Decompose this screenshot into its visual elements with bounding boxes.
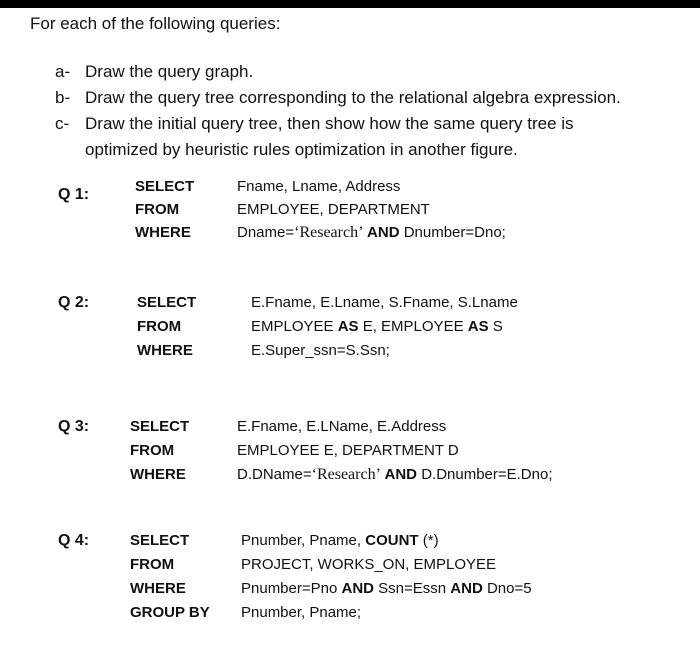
q4-groupby-clause: Pnumber, Pname; (241, 604, 362, 621)
q4-where-keyword: WHERE (130, 580, 186, 597)
q4-label: Q 4: (58, 532, 90, 549)
q3-where-keyword: WHERE (130, 466, 186, 483)
q2-label: Q 2: (58, 294, 90, 311)
q1-from-keyword: FROM (135, 201, 180, 218)
q3-where-clause: D.DName=‘Research’ AND D.Dnumber=E.Dno; (237, 466, 553, 483)
q4-select-keyword: SELECT (130, 532, 190, 549)
q3-from-keyword: FROM (130, 442, 175, 459)
task-c-continuation: optimized by heuristic rules optimization in another figure. (85, 140, 518, 159)
q2-where-keyword: WHERE (137, 342, 193, 359)
task-b (55, 88, 621, 108)
task-c-label: c- (55, 114, 70, 133)
q1-select-clause: Fname, Lname, Address (237, 178, 401, 195)
top-black-bar (0, 0, 700, 8)
q1-where-clause: Dname=‘Research’ AND Dnumber=Dno; (237, 224, 506, 241)
task-a (55, 62, 253, 82)
q4-select-clause: Pnumber, Pname, COUNT (*) (241, 532, 439, 549)
q4-where-clause: Pnumber=Pno AND Ssn=Essn AND Dno=5 (241, 580, 532, 597)
q4-groupby-keyword: GROUP BY (130, 604, 210, 621)
q2-select-clause: E.Fname, E.Lname, S.Fname, S.Lname (251, 294, 518, 311)
q3-from-clause: EMPLOYEE E, DEPARTMENT D (237, 442, 459, 459)
q4-from-clause: PROJECT, WORKS_ON, EMPLOYEE (241, 556, 497, 573)
q3-select-keyword: SELECT (130, 418, 190, 435)
task-c (55, 114, 574, 134)
q2-select-keyword: SELECT (137, 294, 197, 311)
q3-label: Q 3: (58, 418, 90, 435)
task-c-text: Draw the initial query tree, then show how the same query tree is (85, 114, 574, 133)
q2-from-keyword: FROM (137, 318, 182, 335)
q3-select-clause: E.Fname, E.LName, E.Address (237, 418, 447, 435)
q1-where-keyword: WHERE (135, 224, 191, 241)
q4-from-keyword: FROM (130, 556, 175, 573)
q1-from-clause: EMPLOYEE, DEPARTMENT (237, 201, 430, 218)
task-a-text: Draw the query graph. (85, 62, 254, 81)
intro-text: For each of the following queries: (30, 14, 281, 33)
task-a-label: a- (55, 62, 71, 81)
q1-select-keyword: SELECT (135, 178, 195, 195)
task-b-text: Draw the query tree corresponding to the relational algebra expression. (85, 88, 621, 107)
q2-from-clause: EMPLOYEE AS E, EMPLOYEE AS S (251, 318, 503, 335)
q2-where-clause: E.Super_ssn=S.Ssn; (251, 342, 390, 359)
task-b-label: b- (55, 88, 71, 107)
q1-label: Q 1: (58, 186, 90, 203)
